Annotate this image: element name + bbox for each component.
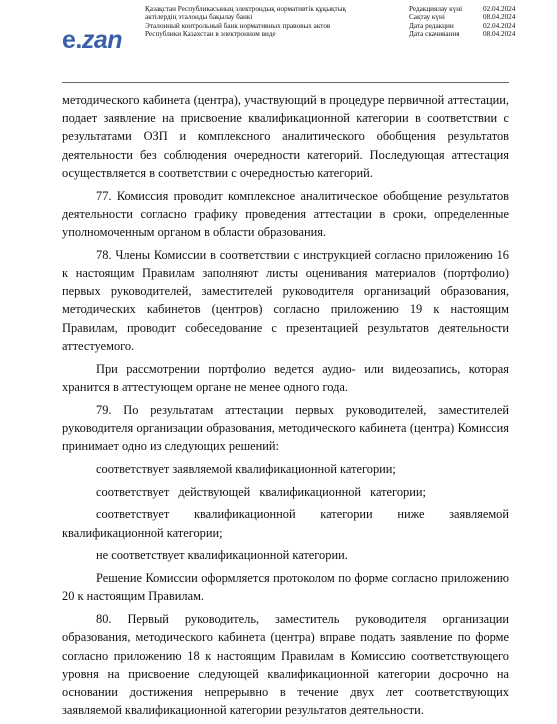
header-source-text	[145, 5, 395, 39]
header-divider	[62, 82, 509, 83]
paragraph: Решение Комиссии оформляется протоколом по форме согласно приложению 20 к настоящим Правилам.	[62, 571, 509, 604]
meta-row: Сақтау күні 08.04.2024	[409, 13, 516, 22]
header-line: Республики Казахстан в электронном виде	[145, 30, 276, 39]
paragraph: 79. По результатам аттестации первых руководителей, заместителей руководителя организации образования, методического кабинета (центра) Комиссия принимает одно из следующих решений:	[62, 402, 509, 454]
header-line: Эталонный контрольный банк нормативных правовых актов	[145, 21, 331, 30]
header-line: актілердің эталонды бақылау банкі	[145, 13, 253, 22]
document-body	[62, 91, 509, 724]
meta-row: Редакциялау күні 02.04.2024	[409, 5, 516, 13]
meta-row: Дата редакции 02.04.2024	[409, 21, 516, 30]
paragraph: 77. Комиссия проводит комплексное аналитическое обобщение результатов деятельности согласно графику проведения аттестации в сроки, определенные уполномоченным органом в области образования.	[62, 188, 509, 240]
header-dates	[409, 5, 543, 39]
list-item: соответствует заявляемой квалификационной категории;	[96, 461, 396, 476]
list-item: соответствует квалификационной категории ниже заявляемой квалификационной категории;	[62, 507, 509, 540]
paragraph: При рассмотрении портфолио ведется аудио- или видеозапись, которая хранится в аттестующем органе не менее одного года.	[62, 361, 509, 394]
list-item: не соответствует квалификационной категории.	[96, 548, 348, 563]
paragraph: методического кабинета (центра), участвующий в процедуре первичной аттестации, подает заявление на присвоение квалификационной категории в соответствии с результатами ОЗП и комплексного аналитического обобщения результатов деятельности без соблюдения очередности категорий. Последующая аттестация осуществляется в соответствии с очередностью категорий.	[62, 93, 509, 180]
header-line: Қазақстан Республикасының электрондық нормативтік құқықтық	[145, 5, 346, 13]
list-item: соответствует действующей квалификационной категории;	[96, 484, 426, 499]
paragraph: 80. Первый руководитель, заместитель руководителя организации образования, методического кабинета (центра) вправе подать заявление по форме согласно приложению 18 к настоящим Правилам в Комиссию соответствующего уровня на присвоение следующей квалификационной категории досрочно на основании достижения непрерывно в течение двух лет соответствующих заявляемой квалификационной категории результатов деятельности.	[62, 612, 509, 718]
paragraph: 78. Члены Комиссии в соответствии с инструкцией согласно приложению 16 к настоящим Правилам заполняют листы оценивания материалов (портфолио) первых руководителей, заместителей руководителя организаций образования, методических кабинетов (центров) согласно приложению 19 к настоящим Правилам, проводит собеседование с презентацией результатов деятельности аттестуемого.	[62, 247, 509, 353]
ezan-logo: e.zan	[62, 26, 123, 54]
document-header	[0, 0, 557, 90]
meta-row: Дата скачивания 08.04.2024	[409, 30, 516, 39]
